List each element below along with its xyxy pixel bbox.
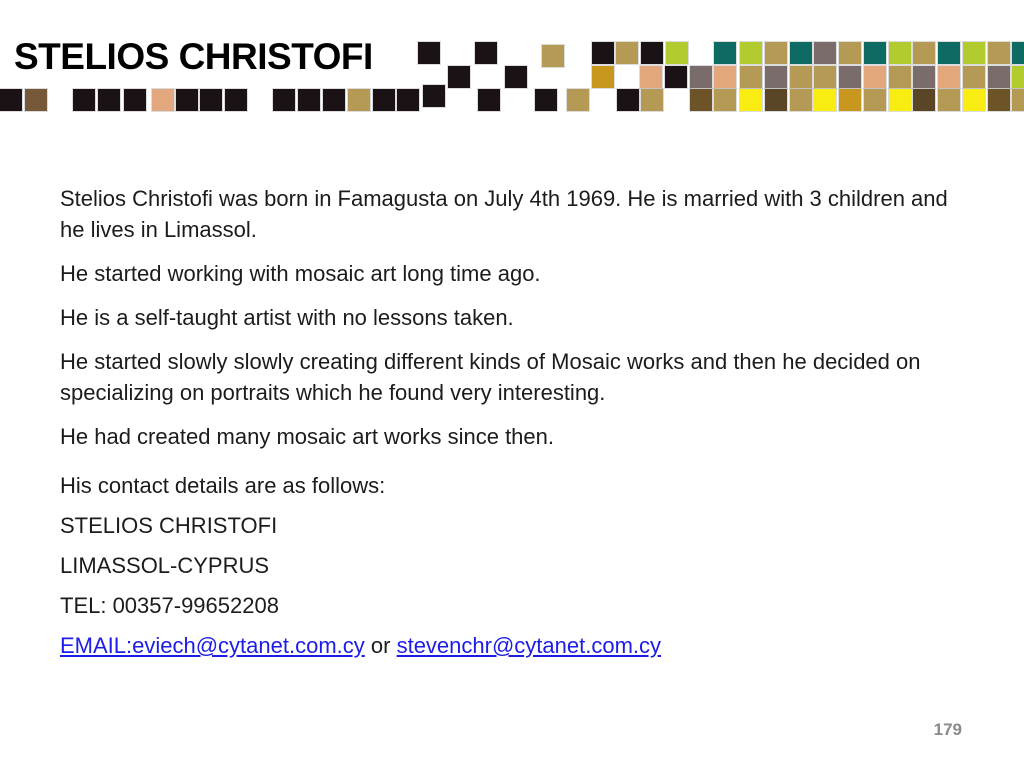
mosaic-tile — [814, 66, 836, 88]
mosaic-tile — [641, 89, 663, 111]
mosaic-tile — [373, 89, 395, 111]
mosaic-tile — [1012, 66, 1024, 88]
mosaic-tile — [988, 66, 1010, 88]
mosaic-tile — [864, 42, 886, 64]
body-paragraph: Stelios Christofi was born in Famagusta on July 4th 1969. He is married with 3 children and he lives in Limassol. — [60, 186, 948, 242]
mosaic-tile — [505, 66, 527, 88]
mosaic-tile — [348, 89, 370, 111]
mosaic-tile — [617, 89, 639, 111]
mosaic-tile — [641, 42, 663, 64]
mosaic-tile — [938, 89, 960, 111]
mosaic-tile — [298, 89, 320, 111]
mosaic-tile — [839, 42, 861, 64]
mosaic-tile — [913, 89, 935, 111]
mosaic-tile — [200, 89, 222, 111]
mosaic-tile — [592, 42, 614, 64]
body-text — [60, 183, 965, 670]
mosaic-tile — [616, 42, 638, 64]
contact-name-line: STELIOS CHRISTOFI — [60, 513, 278, 538]
mosaic-tile — [714, 66, 736, 88]
mosaic-tile — [938, 66, 960, 88]
mosaic-tile — [475, 42, 497, 64]
mosaic-tile — [666, 42, 688, 64]
mosaic-tile — [73, 89, 95, 111]
mosaic-tile — [938, 42, 960, 64]
mosaic-tile — [640, 66, 662, 88]
mosaic-tile — [839, 89, 861, 111]
mosaic-tile — [423, 85, 445, 107]
mosaic-tile — [889, 42, 911, 64]
mosaic-tile — [839, 66, 861, 88]
contact-block — [60, 470, 965, 661]
mosaic-tile — [1012, 42, 1024, 64]
mosaic-tile — [889, 89, 911, 111]
mosaic-tile — [1012, 89, 1024, 111]
mosaic-tile — [418, 42, 440, 64]
mosaic-tile — [98, 89, 120, 111]
mosaic-tile — [765, 66, 787, 88]
mosaic-tile — [814, 89, 836, 111]
mosaic-tile — [740, 89, 762, 111]
mosaic-tile — [988, 42, 1010, 64]
email-link-eviech[interactable]: EMAIL:eviech@cytanet.com.cy — [60, 633, 365, 658]
mosaic-tile — [765, 42, 787, 64]
mosaic-tile — [740, 42, 762, 64]
mosaic-tile — [790, 42, 812, 64]
mosaic-tile — [765, 89, 787, 111]
mosaic-tile — [690, 66, 712, 88]
mosaic-tile — [913, 42, 935, 64]
mosaic-tile — [478, 89, 500, 111]
mosaic-tile — [176, 89, 198, 111]
mosaic-tile — [690, 89, 712, 111]
mosaic-tile — [714, 42, 736, 64]
mosaic-tile — [963, 89, 985, 111]
mosaic-tile — [535, 89, 557, 111]
mosaic-tile — [0, 89, 22, 111]
page-number: 179 — [933, 720, 962, 739]
contact-tel-line: TEL: 00357-99652208 — [60, 593, 279, 618]
mosaic-tile — [814, 42, 836, 64]
email-link-stevenchr[interactable]: stevenchr@cytanet.com.cy — [396, 633, 662, 658]
body-paragraph: He started slowly slowly creating different kinds of Mosaic works and then he decided on specializing on portraits which he found very interesting. — [60, 349, 921, 405]
mosaic-tile — [567, 89, 589, 111]
mosaic-tile — [448, 66, 470, 88]
mosaic-tile — [25, 89, 47, 111]
mosaic-tile — [790, 66, 812, 88]
email-separator-text: or — [364, 633, 397, 658]
contact-email-line — [60, 630, 965, 661]
contact-intro: His contact details are as follows: — [60, 473, 386, 498]
mosaic-tile — [397, 89, 419, 111]
mosaic-tile — [963, 42, 985, 64]
mosaic-tile — [714, 89, 736, 111]
contact-location-line: LIMASSOL-CYPRUS — [60, 553, 270, 578]
mosaic-tile — [790, 89, 812, 111]
mosaic-tile — [592, 66, 614, 88]
mosaic-tile — [913, 66, 935, 88]
mosaic-tile — [988, 89, 1010, 111]
mosaic-tile — [665, 66, 687, 88]
mosaic-tile — [225, 89, 247, 111]
mosaic-tile — [864, 89, 886, 111]
body-paragraph: He is a self-taught artist with no lessons taken. — [60, 305, 514, 330]
mosaic-tile — [889, 66, 911, 88]
body-paragraph: He had created many mosaic art works since then. — [60, 424, 555, 449]
mosaic-tile — [740, 66, 762, 88]
page-title: STELIOS CHRISTOFI — [14, 36, 373, 77]
mosaic-tile — [542, 45, 564, 67]
mosaic-tile — [152, 89, 174, 111]
mosaic-tile — [963, 66, 985, 88]
mosaic-tile — [124, 89, 146, 111]
mosaic-tile — [273, 89, 295, 111]
body-paragraph: He started working with mosaic art long time ago. — [60, 261, 541, 286]
mosaic-tile — [323, 89, 345, 111]
mosaic-tile — [864, 66, 886, 88]
